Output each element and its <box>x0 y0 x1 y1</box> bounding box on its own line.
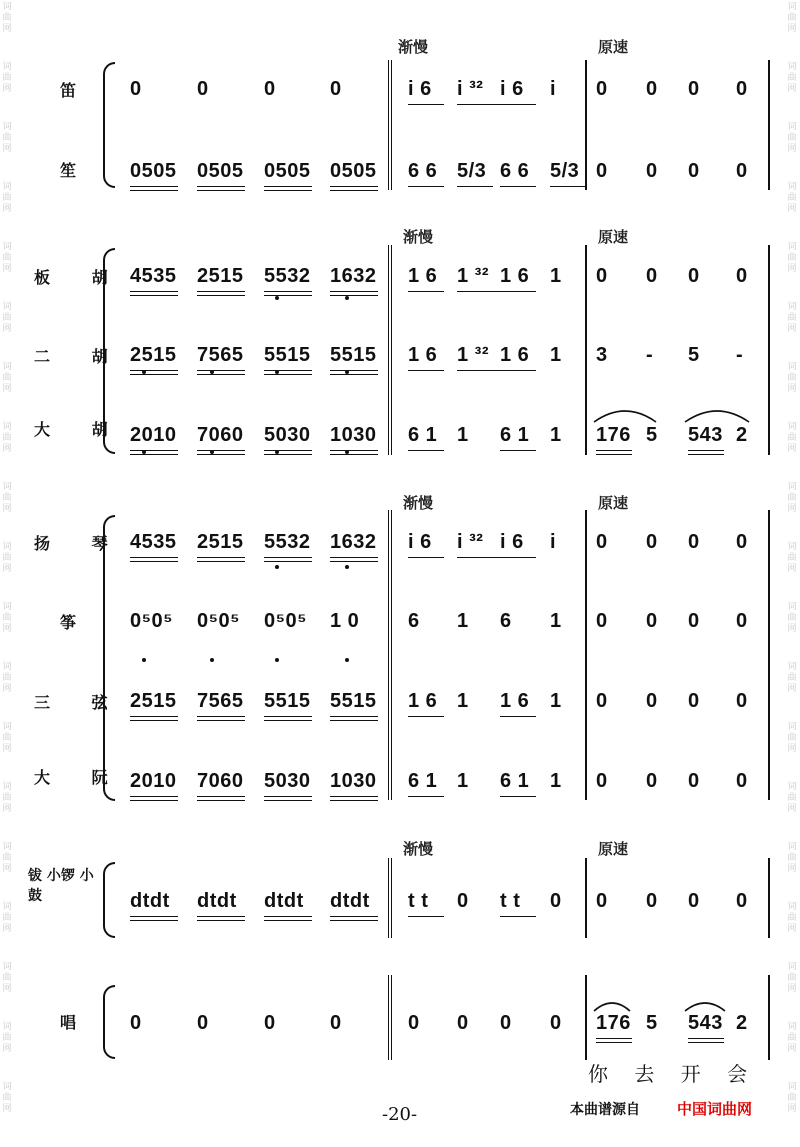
note-group: 2515 <box>197 531 244 553</box>
note-group: 4535 <box>130 265 177 287</box>
note-group: 0 <box>596 770 608 792</box>
note-group: 1 <box>550 690 562 712</box>
watermark-text: 词 曲 网 <box>2 182 12 214</box>
note-group: 7060 <box>197 424 244 446</box>
note-group: 0 <box>596 610 608 632</box>
note-group: 0505 <box>330 160 377 182</box>
watermark-text: 词 曲 网 <box>2 362 12 394</box>
note-group: 1632 <box>330 531 377 553</box>
note-group: 0 <box>130 1012 142 1034</box>
watermark-text: 词 曲 网 <box>787 482 797 514</box>
instrument-label-sheng: 笙 <box>60 161 77 180</box>
watermark-text: 词 曲 网 <box>787 362 797 394</box>
watermark-text: 词 曲 网 <box>787 62 797 94</box>
watermark-text: 词 曲 网 <box>2 482 12 514</box>
note-group: 0 <box>596 690 608 712</box>
note-group: 4535 <box>130 531 177 553</box>
watermark-text: 词 曲 网 <box>787 302 797 334</box>
watermark-text: 词 曲 网 <box>2 662 12 694</box>
note-group: 0 <box>736 690 748 712</box>
note-group: 6 1 <box>408 424 438 446</box>
note-group: 0 <box>736 531 748 553</box>
note-group: 7565 <box>197 690 244 712</box>
watermark-text: 词 曲 网 <box>787 2 797 34</box>
lyrics: 你 去 开 会 <box>588 1062 758 1086</box>
note-group: 0⁵0⁵ <box>264 610 308 632</box>
watermark-text: 词 曲 网 <box>2 722 12 754</box>
note-group: 0 <box>457 890 469 912</box>
note-group: 2010 <box>130 424 177 446</box>
note-group: 1 <box>550 344 562 366</box>
slur <box>685 411 749 422</box>
tempo-original: 原速 <box>598 228 629 246</box>
footer-site-link[interactable]: 中国词曲网 <box>677 1100 753 1118</box>
note-group: 5/3 <box>457 160 487 182</box>
watermark-text: 词 曲 网 <box>2 1022 12 1054</box>
watermark-text: 词 曲 网 <box>787 662 797 694</box>
note-group: 0 <box>596 78 608 100</box>
note-group: 1030 <box>330 424 377 446</box>
note-group: 1 <box>457 770 469 792</box>
watermark-text: 词 曲 网 <box>787 602 797 634</box>
watermark-text: 词 曲 网 <box>787 1082 797 1114</box>
note-group: t t <box>408 890 429 912</box>
note-group: 5 <box>646 1012 658 1034</box>
note-group: 176 <box>596 1012 631 1034</box>
note-group: 0 <box>550 890 562 912</box>
note-group: 1 <box>550 610 562 632</box>
note-group: - <box>646 344 654 366</box>
instrument-label-yangqin: 扬 琴 <box>34 534 126 553</box>
note-group: 1 <box>457 610 469 632</box>
note-group: 6 1 <box>408 770 438 792</box>
instrument-label-erhu: 二 胡 <box>34 347 126 366</box>
slur <box>594 1003 630 1011</box>
note-group: 0 <box>736 78 748 100</box>
note-group: 2515 <box>197 265 244 287</box>
note-group: 1 6 <box>500 344 530 366</box>
note-group: 1 <box>550 265 562 287</box>
note-group: 5/3 <box>550 160 580 182</box>
watermark-text: 词 曲 网 <box>787 722 797 754</box>
note-group: 0 <box>688 265 700 287</box>
instrument-label-banhu: 板 胡 <box>34 268 126 287</box>
instrument-label-zheng: 筝 <box>60 613 77 632</box>
note-group: 0 <box>688 690 700 712</box>
watermark-text: 词 曲 网 <box>2 2 12 34</box>
note-group: 0 <box>500 1012 512 1034</box>
note-group: 1 6 <box>500 265 530 287</box>
note-group: 6 6 <box>500 160 530 182</box>
note-group: 0 <box>596 531 608 553</box>
watermark-text: 词 曲 网 <box>2 122 12 154</box>
note-group: 0 <box>688 770 700 792</box>
note-group: i 6 <box>500 531 524 553</box>
note-group: 0 <box>457 1012 469 1034</box>
instrument-label-dahu: 大 胡 <box>34 420 126 439</box>
note-group: 2 <box>736 1012 748 1034</box>
tempo-original: 原速 <box>598 38 629 56</box>
note-group: 0 <box>646 160 658 182</box>
note-group: 0 <box>688 890 700 912</box>
note-group: 7565 <box>197 344 244 366</box>
note-group: 6 <box>500 610 512 632</box>
note-group: 5532 <box>264 531 311 553</box>
note-group: 0 <box>736 770 748 792</box>
note-group: i ³² <box>457 531 484 553</box>
note-group: 5515 <box>264 690 311 712</box>
note-group: 0 <box>736 610 748 632</box>
note-group: i ³² <box>457 78 484 100</box>
note-group: i 6 <box>500 78 524 100</box>
note-group: 0 <box>596 890 608 912</box>
note-group: 5515 <box>330 344 377 366</box>
note-group: 2010 <box>130 770 177 792</box>
instrument-label-percussion: 钹 小锣 小鼓 <box>28 868 94 904</box>
watermark-text: 词 曲 网 <box>2 542 12 574</box>
note-group: 1 0 <box>330 610 360 632</box>
note-group: 7060 <box>197 770 244 792</box>
note-group: 5 <box>646 424 658 446</box>
note-group: 1 6 <box>408 265 438 287</box>
note-group: 0⁵0⁵ <box>130 610 174 632</box>
note-group: 0 <box>330 78 342 100</box>
watermark-text: 词 曲 网 <box>2 902 12 934</box>
note-group: 0 <box>646 531 658 553</box>
note-group: 0⁵0⁵ <box>197 610 241 632</box>
note-group: 0 <box>264 78 276 100</box>
note-group: 1 6 <box>408 344 438 366</box>
watermark-text: 词 曲 网 <box>787 182 797 214</box>
note-group: 0 <box>688 78 700 100</box>
note-group: 0 <box>197 1012 209 1034</box>
watermark-text: 词 曲 网 <box>2 62 12 94</box>
note-group: t t <box>500 890 521 912</box>
note-group: 0 <box>550 1012 562 1034</box>
tempo-slow: 渐慢 <box>403 494 434 512</box>
note-group: 1 <box>550 424 562 446</box>
note-group: 0 <box>130 78 142 100</box>
note-group: 0 <box>408 1012 420 1034</box>
note-group: 0 <box>596 160 608 182</box>
note-group: 5532 <box>264 265 311 287</box>
note-group: 1 <box>457 690 469 712</box>
note-group: dtdt <box>264 890 304 912</box>
footer-source: 本曲谱源自 <box>570 1102 640 1118</box>
page-number: -20- <box>382 1104 418 1125</box>
watermark-text: 词 曲 网 <box>2 602 12 634</box>
note-group: 0 <box>736 890 748 912</box>
note-group: 0 <box>646 890 658 912</box>
tempo-slow: 渐慢 <box>403 228 434 246</box>
note-group: 2 <box>736 424 748 446</box>
watermark-text: 词 曲 网 <box>787 542 797 574</box>
watermark-text: 词 曲 网 <box>787 422 797 454</box>
slur <box>594 411 656 422</box>
note-group: 0 <box>646 610 658 632</box>
instrument-label-sanxian: 三 弦 <box>34 693 126 712</box>
watermark-text: 词 曲 网 <box>2 422 12 454</box>
note-group: 1 ³² <box>457 344 489 366</box>
instrument-label-daruan: 大 阮 <box>34 768 126 787</box>
tempo-slow: 渐慢 <box>403 840 434 858</box>
watermark-text: 词 曲 网 <box>2 842 12 874</box>
note-group: 0 <box>596 265 608 287</box>
note-group: 0 <box>688 610 700 632</box>
note-group: 0 <box>688 531 700 553</box>
watermark-text: 词 曲 网 <box>2 962 12 994</box>
note-group: 1632 <box>330 265 377 287</box>
note-group: dtdt <box>330 890 370 912</box>
note-group: 0505 <box>130 160 177 182</box>
tempo-slow: 渐慢 <box>398 38 429 56</box>
note-group: i 6 <box>408 531 432 553</box>
note-group: 0 <box>646 770 658 792</box>
watermark-text: 词 曲 网 <box>787 902 797 934</box>
note-group: 0 <box>688 160 700 182</box>
note-group: 543 <box>688 424 723 446</box>
instrument-label-voice: 唱 <box>60 1013 77 1032</box>
instrument-label-di: 笛 <box>60 81 77 100</box>
watermark-text: 词 曲 网 <box>787 242 797 274</box>
note-group: 6 6 <box>408 160 438 182</box>
note-group: 1 6 <box>500 690 530 712</box>
note-group: 5 <box>688 344 700 366</box>
note-group: 0 <box>646 265 658 287</box>
note-group: i <box>550 531 557 553</box>
note-group: dtdt <box>130 890 170 912</box>
note-group: 543 <box>688 1012 723 1034</box>
note-group: 0505 <box>264 160 311 182</box>
note-group: 1 ³² <box>457 265 489 287</box>
note-group: - <box>736 344 744 366</box>
note-group: 0 <box>646 78 658 100</box>
note-group: i 6 <box>408 78 432 100</box>
note-group: 5515 <box>330 690 377 712</box>
watermark-text: 词 曲 网 <box>787 962 797 994</box>
note-group: 1030 <box>330 770 377 792</box>
note-group: 1 <box>457 424 469 446</box>
slur <box>685 1003 725 1011</box>
note-group: 0 <box>264 1012 276 1034</box>
note-group: 6 1 <box>500 770 530 792</box>
tempo-original: 原速 <box>598 840 629 858</box>
note-group: 6 <box>408 610 420 632</box>
note-group: 5030 <box>264 424 311 446</box>
note-group: dtdt <box>197 890 237 912</box>
watermark-text: 词 曲 网 <box>2 782 12 814</box>
note-group: 0 <box>736 160 748 182</box>
note-group: 5030 <box>264 770 311 792</box>
note-group: 0 <box>646 690 658 712</box>
watermark-text: 词 曲 网 <box>2 242 12 274</box>
note-group: 3 <box>596 344 608 366</box>
note-group: 5515 <box>264 344 311 366</box>
note-group: 1 6 <box>408 690 438 712</box>
watermark-text: 词 曲 网 <box>787 842 797 874</box>
note-group: 176 <box>596 424 631 446</box>
note-group: i <box>550 78 557 100</box>
watermark-text: 词 曲 网 <box>787 122 797 154</box>
note-group: 2515 <box>130 690 177 712</box>
watermark-text: 词 曲 网 <box>787 782 797 814</box>
watermark-text: 词 曲 网 <box>2 1082 12 1114</box>
tempo-original: 原速 <box>598 494 629 512</box>
note-group: 0 <box>736 265 748 287</box>
note-group: 6 1 <box>500 424 530 446</box>
note-group: 0505 <box>197 160 244 182</box>
note-group: 0 <box>197 78 209 100</box>
note-group: 2515 <box>130 344 177 366</box>
watermark-text: 词 曲 网 <box>787 1022 797 1054</box>
note-group: 1 <box>550 770 562 792</box>
note-group: 0 <box>330 1012 342 1034</box>
watermark-text: 词 曲 网 <box>2 302 12 334</box>
